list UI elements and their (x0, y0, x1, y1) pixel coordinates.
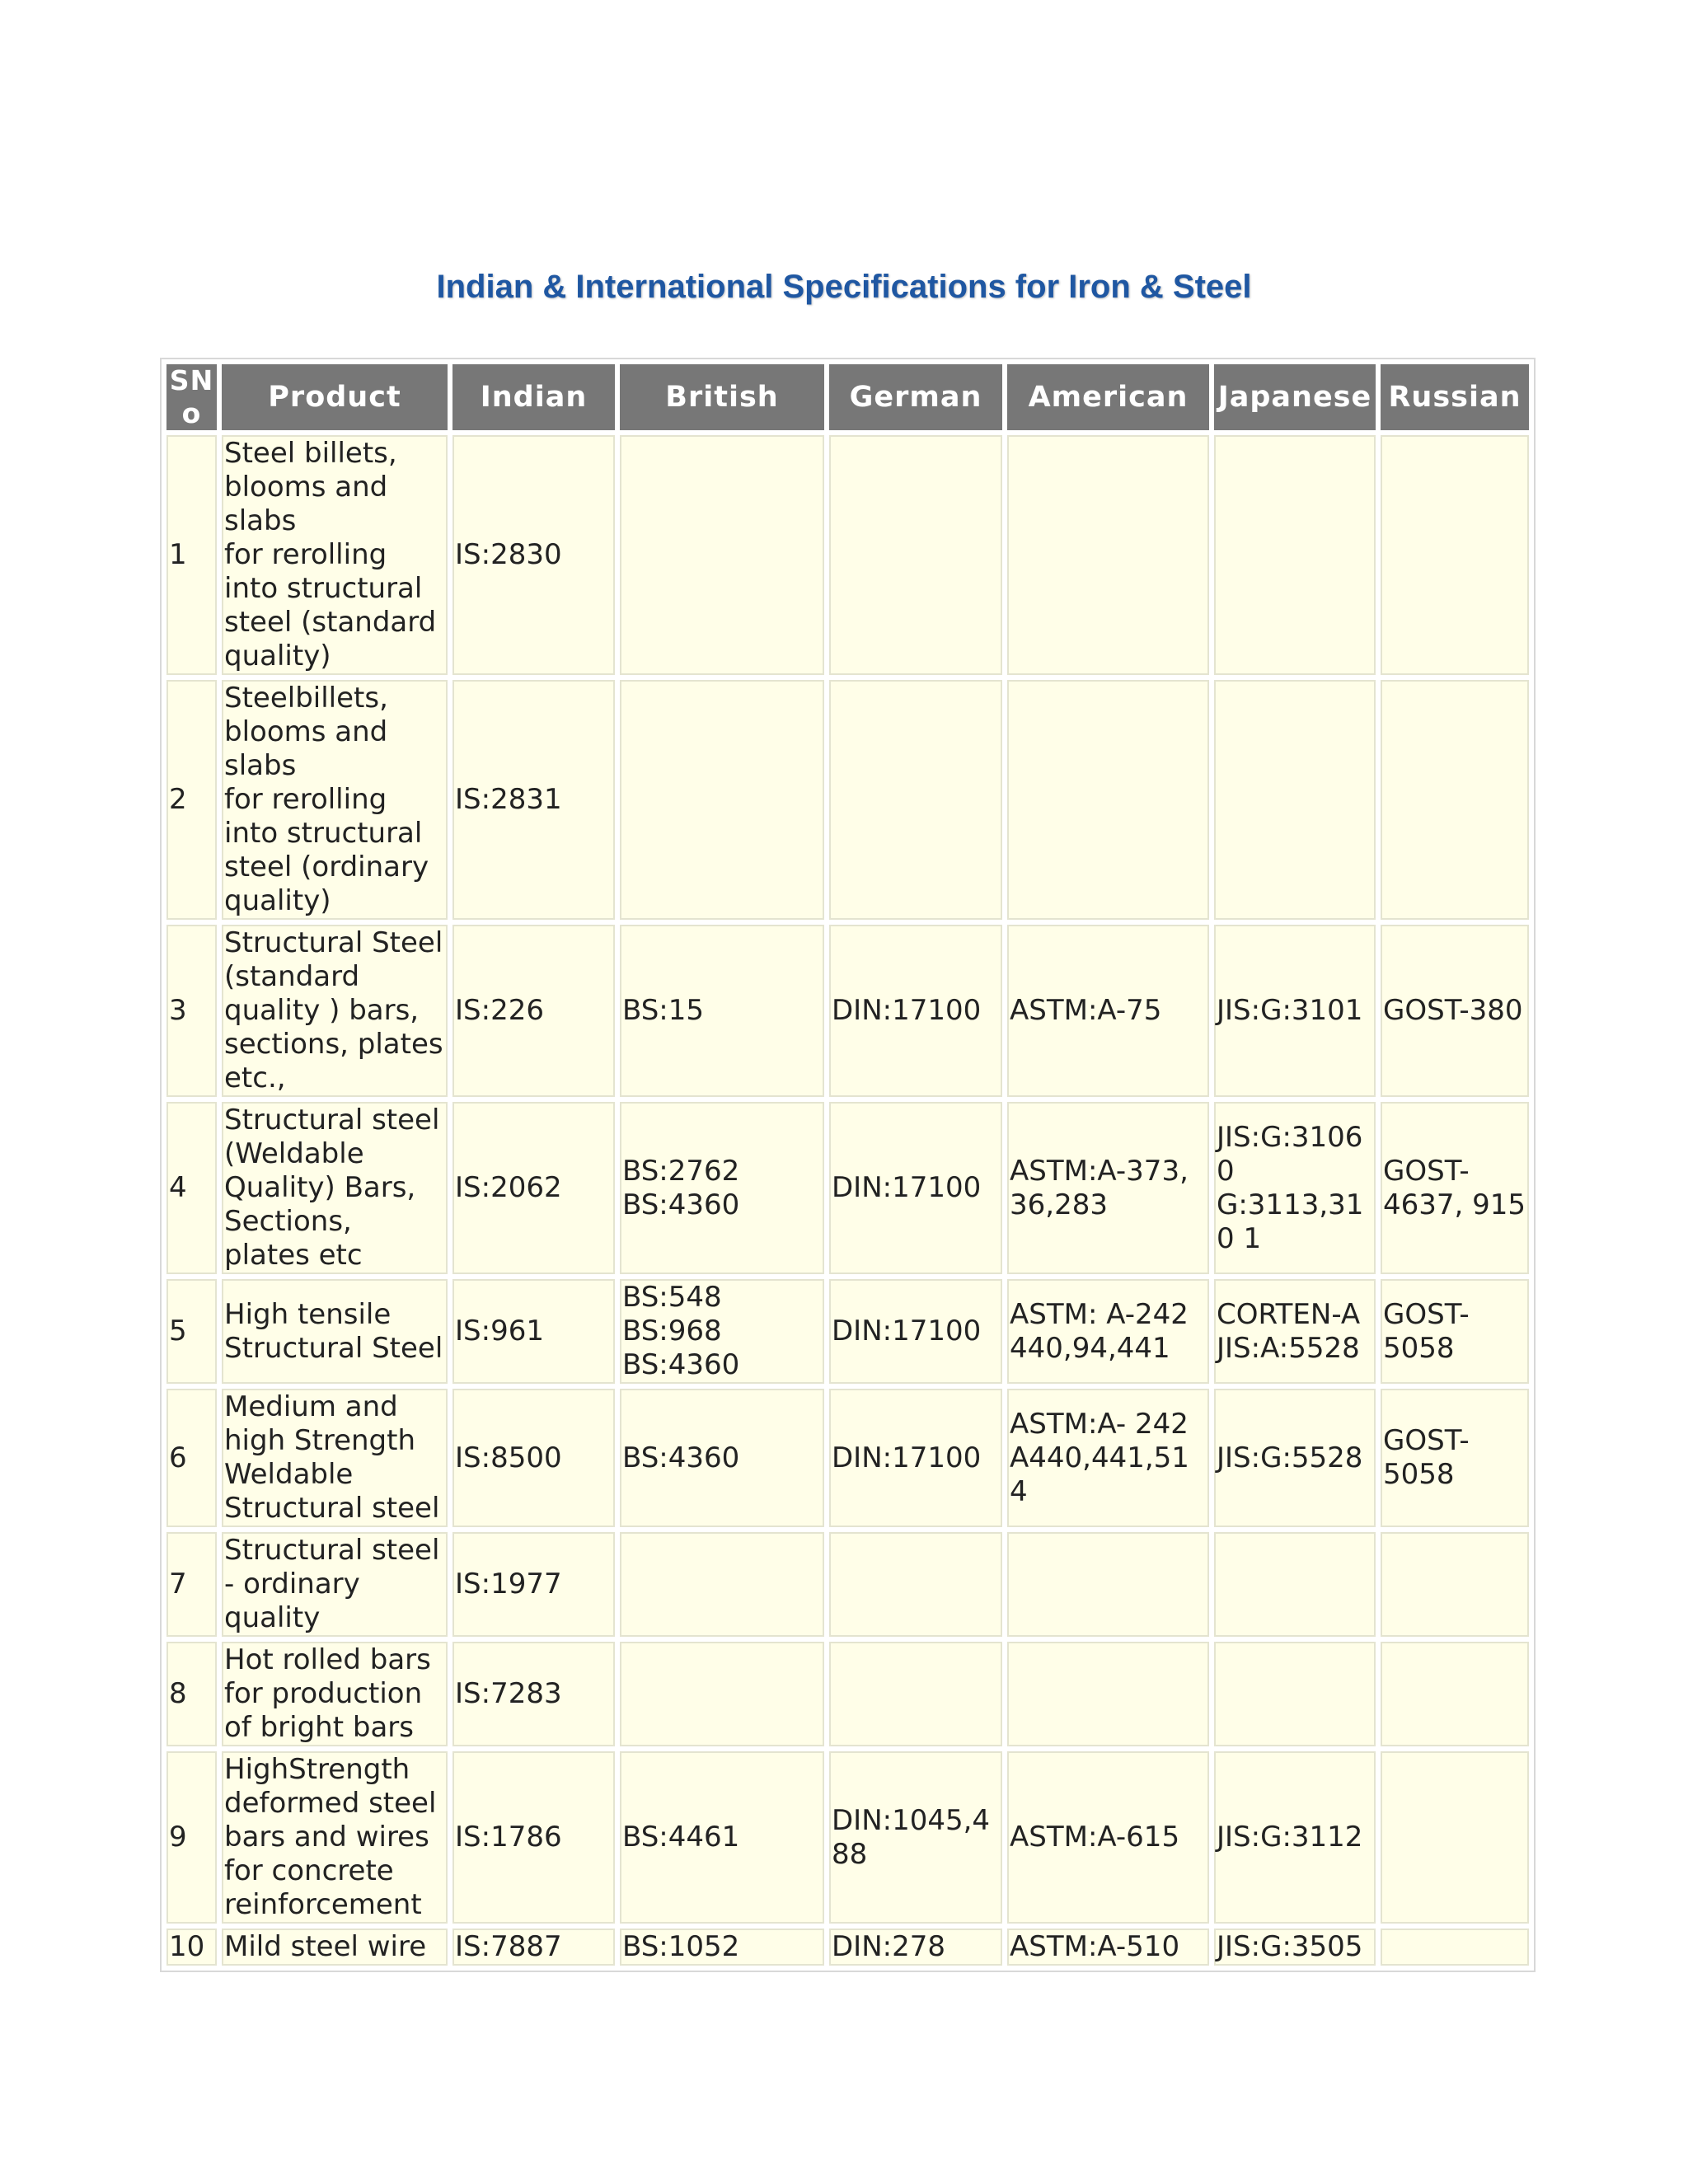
cell-sno: 10 (166, 1929, 217, 1966)
column-header-indian: Indian (452, 364, 615, 430)
cell-american: ASTM:A- 242 A440,441,514 (1007, 1389, 1209, 1527)
cell-indian: IS:961 (452, 1279, 615, 1384)
cell-german: DIN:17100 (829, 925, 1002, 1097)
cell-indian: IS:2831 (452, 680, 615, 920)
cell-german: DIN:278 (829, 1929, 1002, 1966)
cell-product: Structural steel - ordinary quality (222, 1532, 448, 1637)
column-header-german: German (829, 364, 1002, 430)
cell-sno: 7 (166, 1532, 217, 1637)
cell-british (620, 680, 824, 920)
cell-indian: IS:8500 (452, 1389, 615, 1527)
cell-german (829, 1532, 1002, 1637)
column-header-sno: SN o (166, 364, 217, 430)
cell-german: DIN:17100 (829, 1102, 1002, 1274)
cell-sno: 4 (166, 1102, 217, 1274)
table-row (166, 1532, 1529, 1637)
cell-german: DIN:1045,4 88 (829, 1751, 1002, 1924)
cell-indian: IS:7283 (452, 1642, 615, 1746)
cell-russian: GOST-4637, 915 (1381, 1102, 1529, 1274)
cell-sno: 5 (166, 1279, 217, 1384)
cell-russian (1381, 1642, 1529, 1746)
cell-german (829, 680, 1002, 920)
cell-german (829, 435, 1002, 675)
column-header-british: British (620, 364, 824, 430)
cell-american: ASTM:A-615 (1007, 1751, 1209, 1924)
table-row (166, 1389, 1529, 1527)
cell-american: ASTM:A-510 (1007, 1929, 1209, 1966)
cell-sno: 2 (166, 680, 217, 920)
table-row (166, 435, 1529, 675)
cell-american (1007, 1642, 1209, 1746)
cell-product: Medium and high Strength Weldable Structural steel (222, 1389, 448, 1527)
cell-russian: GOST-5058 (1381, 1389, 1529, 1527)
cell-product: Structural steel (Weldable Quality) Bars, Sections, plates etc (222, 1102, 448, 1274)
table-row (166, 1102, 1529, 1274)
cell-american (1007, 680, 1209, 920)
cell-british: BS:4461 (620, 1751, 824, 1924)
cell-product: Steel billets, blooms and slabs for rerolling into structural steel (standard quality) (222, 435, 448, 675)
cell-british (620, 435, 824, 675)
cell-indian: IS:226 (452, 925, 615, 1097)
table-row (166, 1279, 1529, 1384)
cell-american: ASTM: A-242 440,94,441 (1007, 1279, 1209, 1384)
table-header-row (166, 364, 1529, 430)
cell-sno: 3 (166, 925, 217, 1097)
cell-japanese: JIS:G:3112 (1214, 1751, 1376, 1924)
table-row (166, 1929, 1529, 1966)
cell-japanese (1214, 1642, 1376, 1746)
cell-russian (1381, 1929, 1529, 1966)
cell-russian: GOST-380 (1381, 925, 1529, 1097)
cell-japanese: JIS:G:3505 (1214, 1929, 1376, 1966)
column-header-japanese: Japanese (1214, 364, 1376, 430)
cell-german: DIN:17100 (829, 1279, 1002, 1384)
cell-sno: 9 (166, 1751, 217, 1924)
table-row (166, 925, 1529, 1097)
cell-russian (1381, 1751, 1529, 1924)
cell-american (1007, 1532, 1209, 1637)
column-header-american: American (1007, 364, 1209, 430)
cell-british: BS:4360 (620, 1389, 824, 1527)
cell-russian (1381, 435, 1529, 675)
cell-american (1007, 435, 1209, 675)
column-header-russian: Russian (1381, 364, 1529, 430)
cell-german: DIN:17100 (829, 1389, 1002, 1527)
cell-british (620, 1642, 824, 1746)
cell-japanese (1214, 435, 1376, 675)
cell-japanese: JIS:G:3101 (1214, 925, 1376, 1097)
table-row (166, 1751, 1529, 1924)
cell-british: BS:1052 (620, 1929, 824, 1966)
cell-british: BS:548 BS:968 BS:4360 (620, 1279, 824, 1384)
table-row (166, 680, 1529, 920)
cell-indian: IS:1786 (452, 1751, 615, 1924)
cell-product: Structural Steel (standard quality ) bars, sections, plates etc., (222, 925, 448, 1097)
cell-indian: IS:2062 (452, 1102, 615, 1274)
cell-product: High tensile Structural Steel (222, 1279, 448, 1384)
table-row (166, 1642, 1529, 1746)
cell-product: Mild steel wire (222, 1929, 448, 1966)
cell-sno: 6 (166, 1389, 217, 1527)
cell-sno: 8 (166, 1642, 217, 1746)
cell-russian (1381, 1532, 1529, 1637)
cell-british: BS:15 (620, 925, 824, 1097)
cell-japanese: JIS:G:5528 (1214, 1389, 1376, 1527)
cell-russian: GOST-5058 (1381, 1279, 1529, 1384)
cell-russian (1381, 680, 1529, 920)
cell-product: Hot rolled bars for production of bright bars (222, 1642, 448, 1746)
cell-japanese (1214, 680, 1376, 920)
cell-american: ASTM:A-373, 36,283 (1007, 1102, 1209, 1274)
page-title: Indian & International Specifications for Iron & Steel (436, 269, 1252, 305)
cell-indian: IS:7887 (452, 1929, 615, 1966)
cell-indian: IS:2830 (452, 435, 615, 675)
cell-british: BS:2762 BS:4360 (620, 1102, 824, 1274)
cell-product: HighStrength deformed steel bars and wires for concrete reinforcement (222, 1751, 448, 1924)
cell-product: Steelbillets, blooms and slabs for rerolling into structural steel (ordinary quality) (222, 680, 448, 920)
cell-japanese: JIS:G:3106 0 G:3113,310 1 (1214, 1102, 1376, 1274)
specifications-table (160, 358, 1536, 1972)
cell-japanese: CORTEN-A JIS:A:5528 (1214, 1279, 1376, 1384)
column-header-product: Product (222, 364, 448, 430)
cell-japanese (1214, 1532, 1376, 1637)
cell-indian: IS:1977 (452, 1532, 615, 1637)
cell-german (829, 1642, 1002, 1746)
cell-american: ASTM:A-75 (1007, 925, 1209, 1097)
cell-sno: 1 (166, 435, 217, 675)
cell-british (620, 1532, 824, 1637)
